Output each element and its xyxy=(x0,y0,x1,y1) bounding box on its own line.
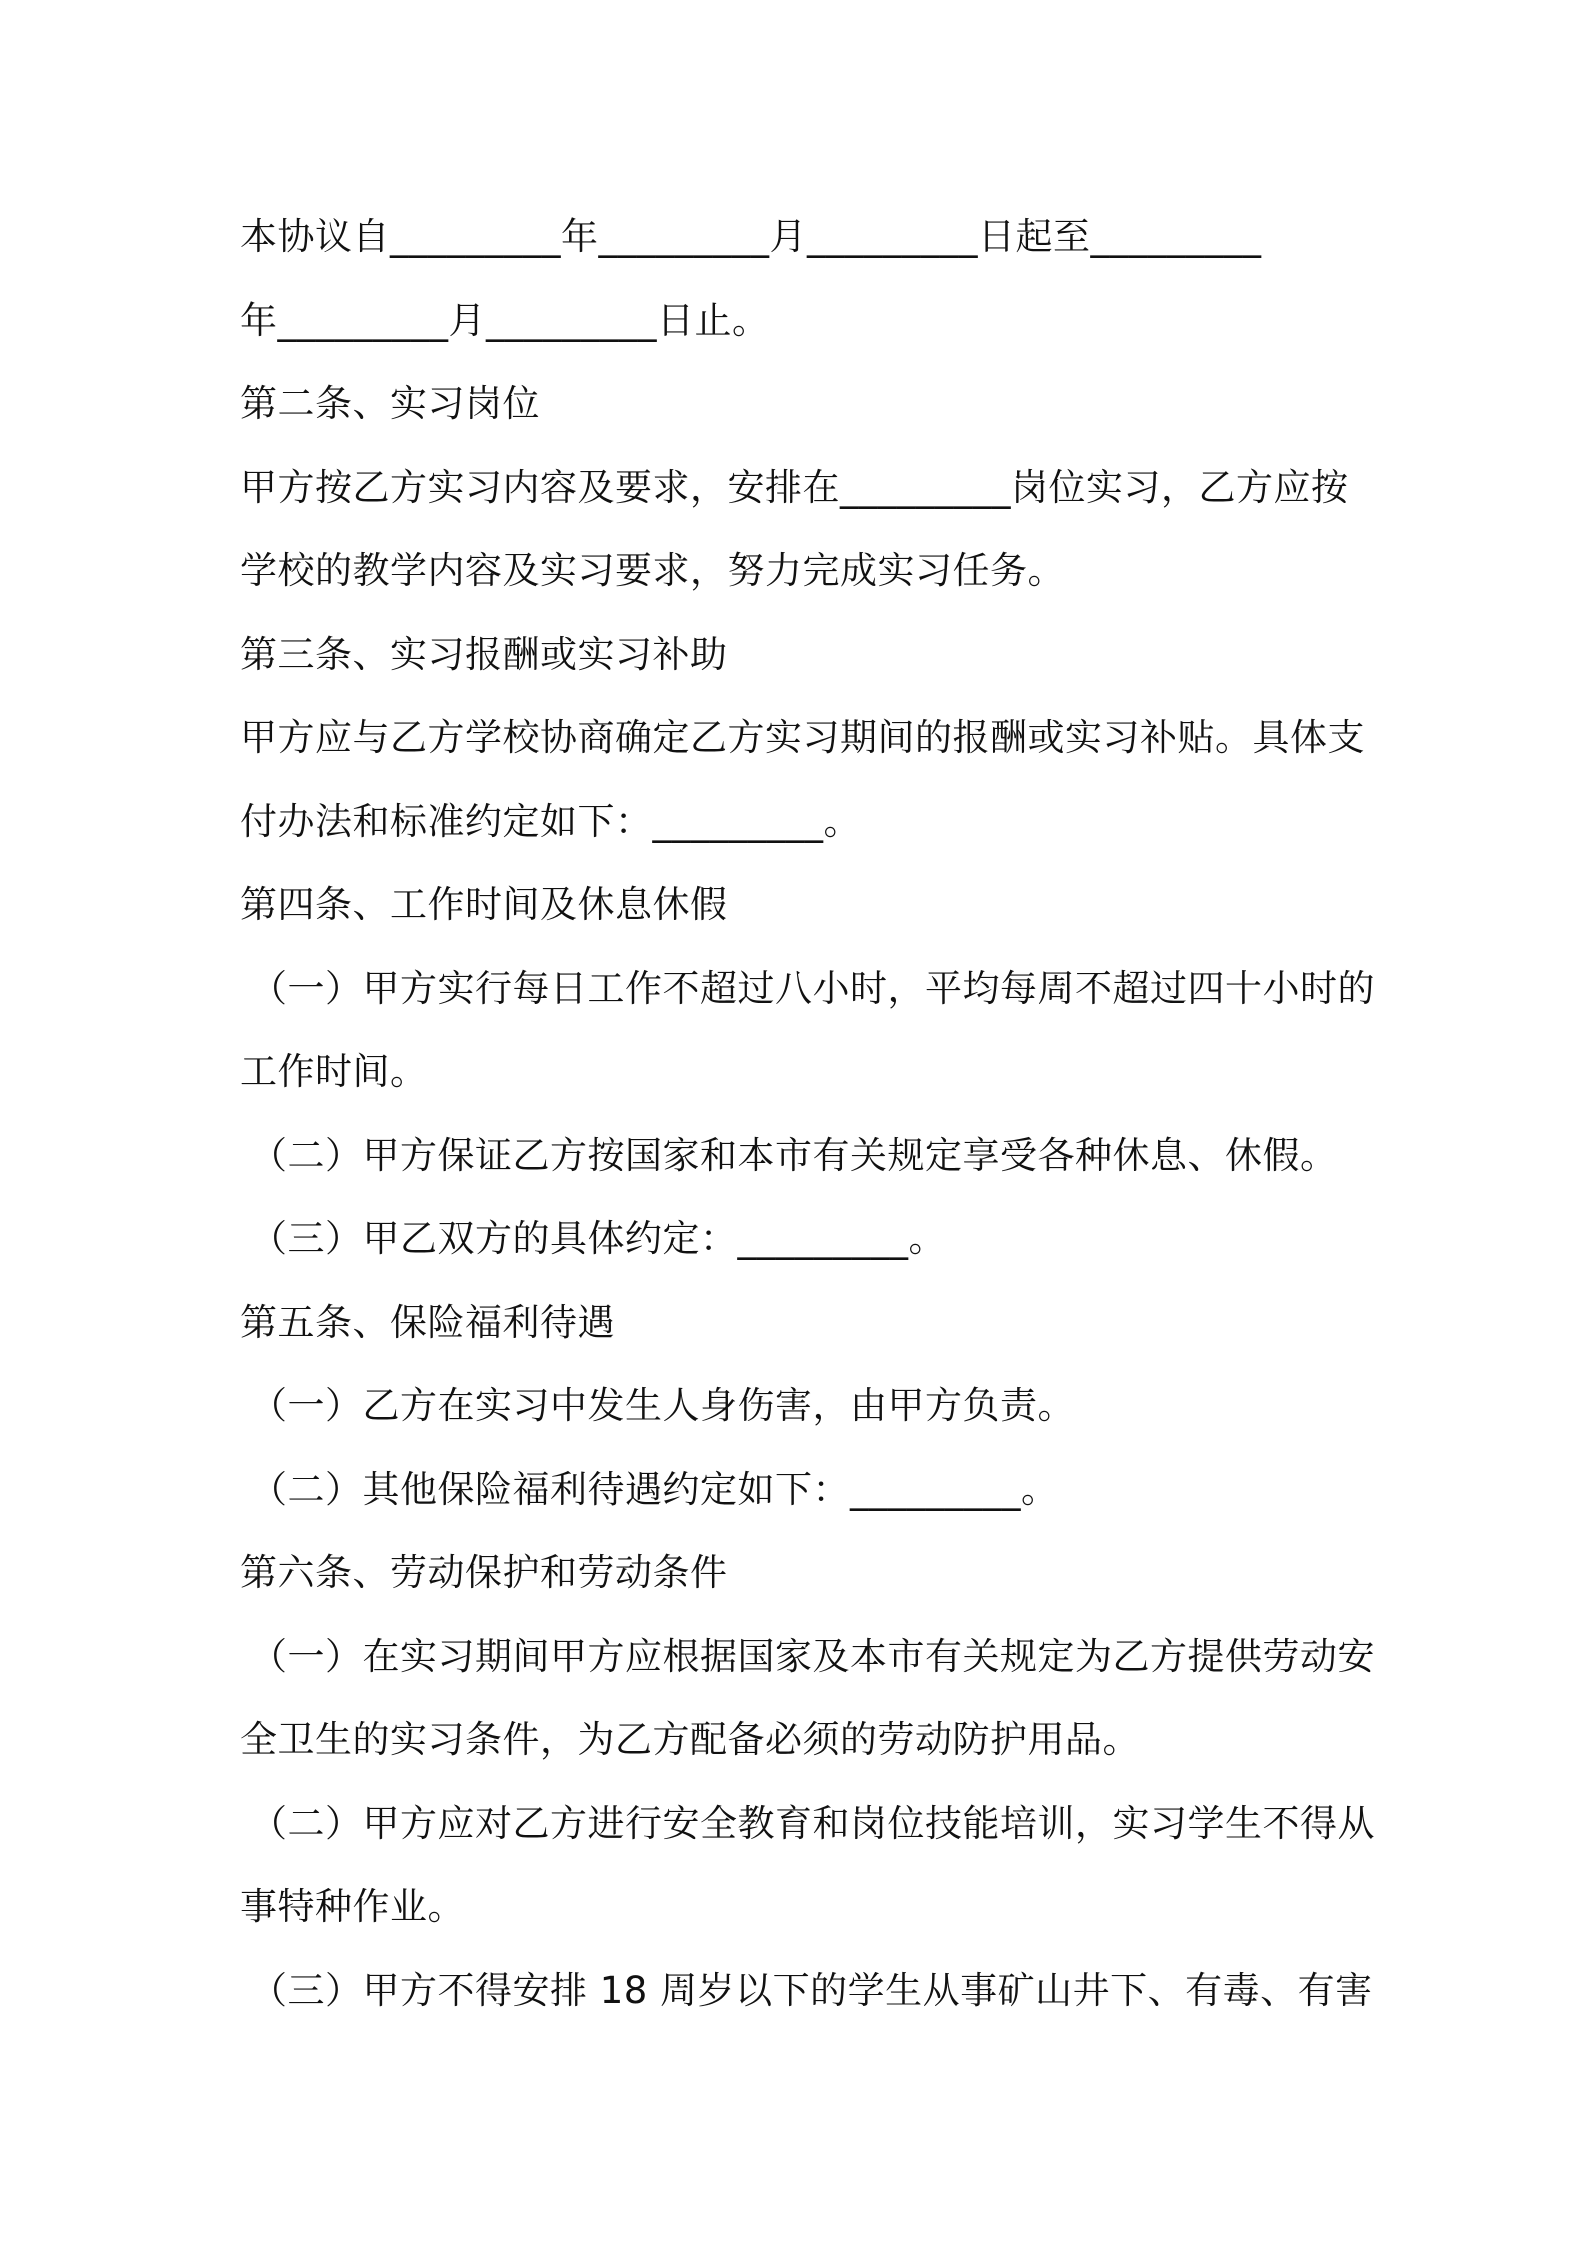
article-4-item-3: （三）甲乙双方的具体约定：_________。 xyxy=(250,1217,946,1260)
article-4-item-1-line-2: 工作时间。 xyxy=(240,1050,428,1093)
article-3-text-line-1: 甲方应与乙方学校协商确定乙方实习期间的报酬或实习补贴。具体支 xyxy=(240,716,1365,759)
article-4-heading: 第四条、工作时间及休息休假 xyxy=(240,883,728,926)
article-4-item-2: （二）甲方保证乙方按国家和本市有关规定享受各种休息、休假。 xyxy=(250,1133,1338,1177)
article-6-item-2-line-1: （二）甲方应对乙方进行安全教育和岗位技能培训，实习学生不得从 xyxy=(250,1801,1375,1845)
article-6-item-1-line-1: （一）在实习期间甲方应根据国家及本市有关规定为乙方提供劳动安 xyxy=(250,1634,1375,1678)
article-5-item-1: （一）乙方在实习中发生人身伤害，由甲方负责。 xyxy=(250,1384,1075,1427)
article-2-text-line-1: 甲方按乙方实习内容及要求，安排在_________岗位实习，乙方应按 xyxy=(240,465,1349,509)
article-6-item-2-line-2: 事特种作业。 xyxy=(240,1885,465,1928)
article-6-item-1-line-2: 全卫生的实习条件，为乙方配备必须的劳动防护用品。 xyxy=(240,1718,1140,1761)
agreement-period-line-1: 本协议自_________年_________月_________日起至_________ xyxy=(240,215,1262,258)
article-3-heading: 第三条、实习报酬或实习补助 xyxy=(240,632,728,676)
article-5-heading: 第五条、保险福利待遇 xyxy=(240,1300,615,1344)
article-2-heading: 第二条、实习岗位 xyxy=(240,382,540,425)
article-2-text-line-2: 学校的教学内容及实习要求，努力完成实习任务。 xyxy=(240,549,1065,592)
document-body xyxy=(240,195,1375,2032)
article-6-heading: 第六条、劳动保护和劳动条件 xyxy=(240,1551,728,1594)
article-4-item-1-line-1: （一）甲方实行每日工作不超过八小时，平均每周不超过四十小时的 xyxy=(250,966,1375,1010)
article-3-text-line-2: 付办法和标准约定如下：_________。 xyxy=(240,799,861,843)
article-6-item-3-line-1: （三）甲方不得安排 18 周岁以下的学生从事矿山井下、有毒、有害 xyxy=(250,1968,1373,2012)
agreement-period-line-2: 年_________月_________日止。 xyxy=(240,298,770,342)
article-5-item-2: （二）其他保险福利待遇约定如下：_________。 xyxy=(250,1467,1059,1511)
